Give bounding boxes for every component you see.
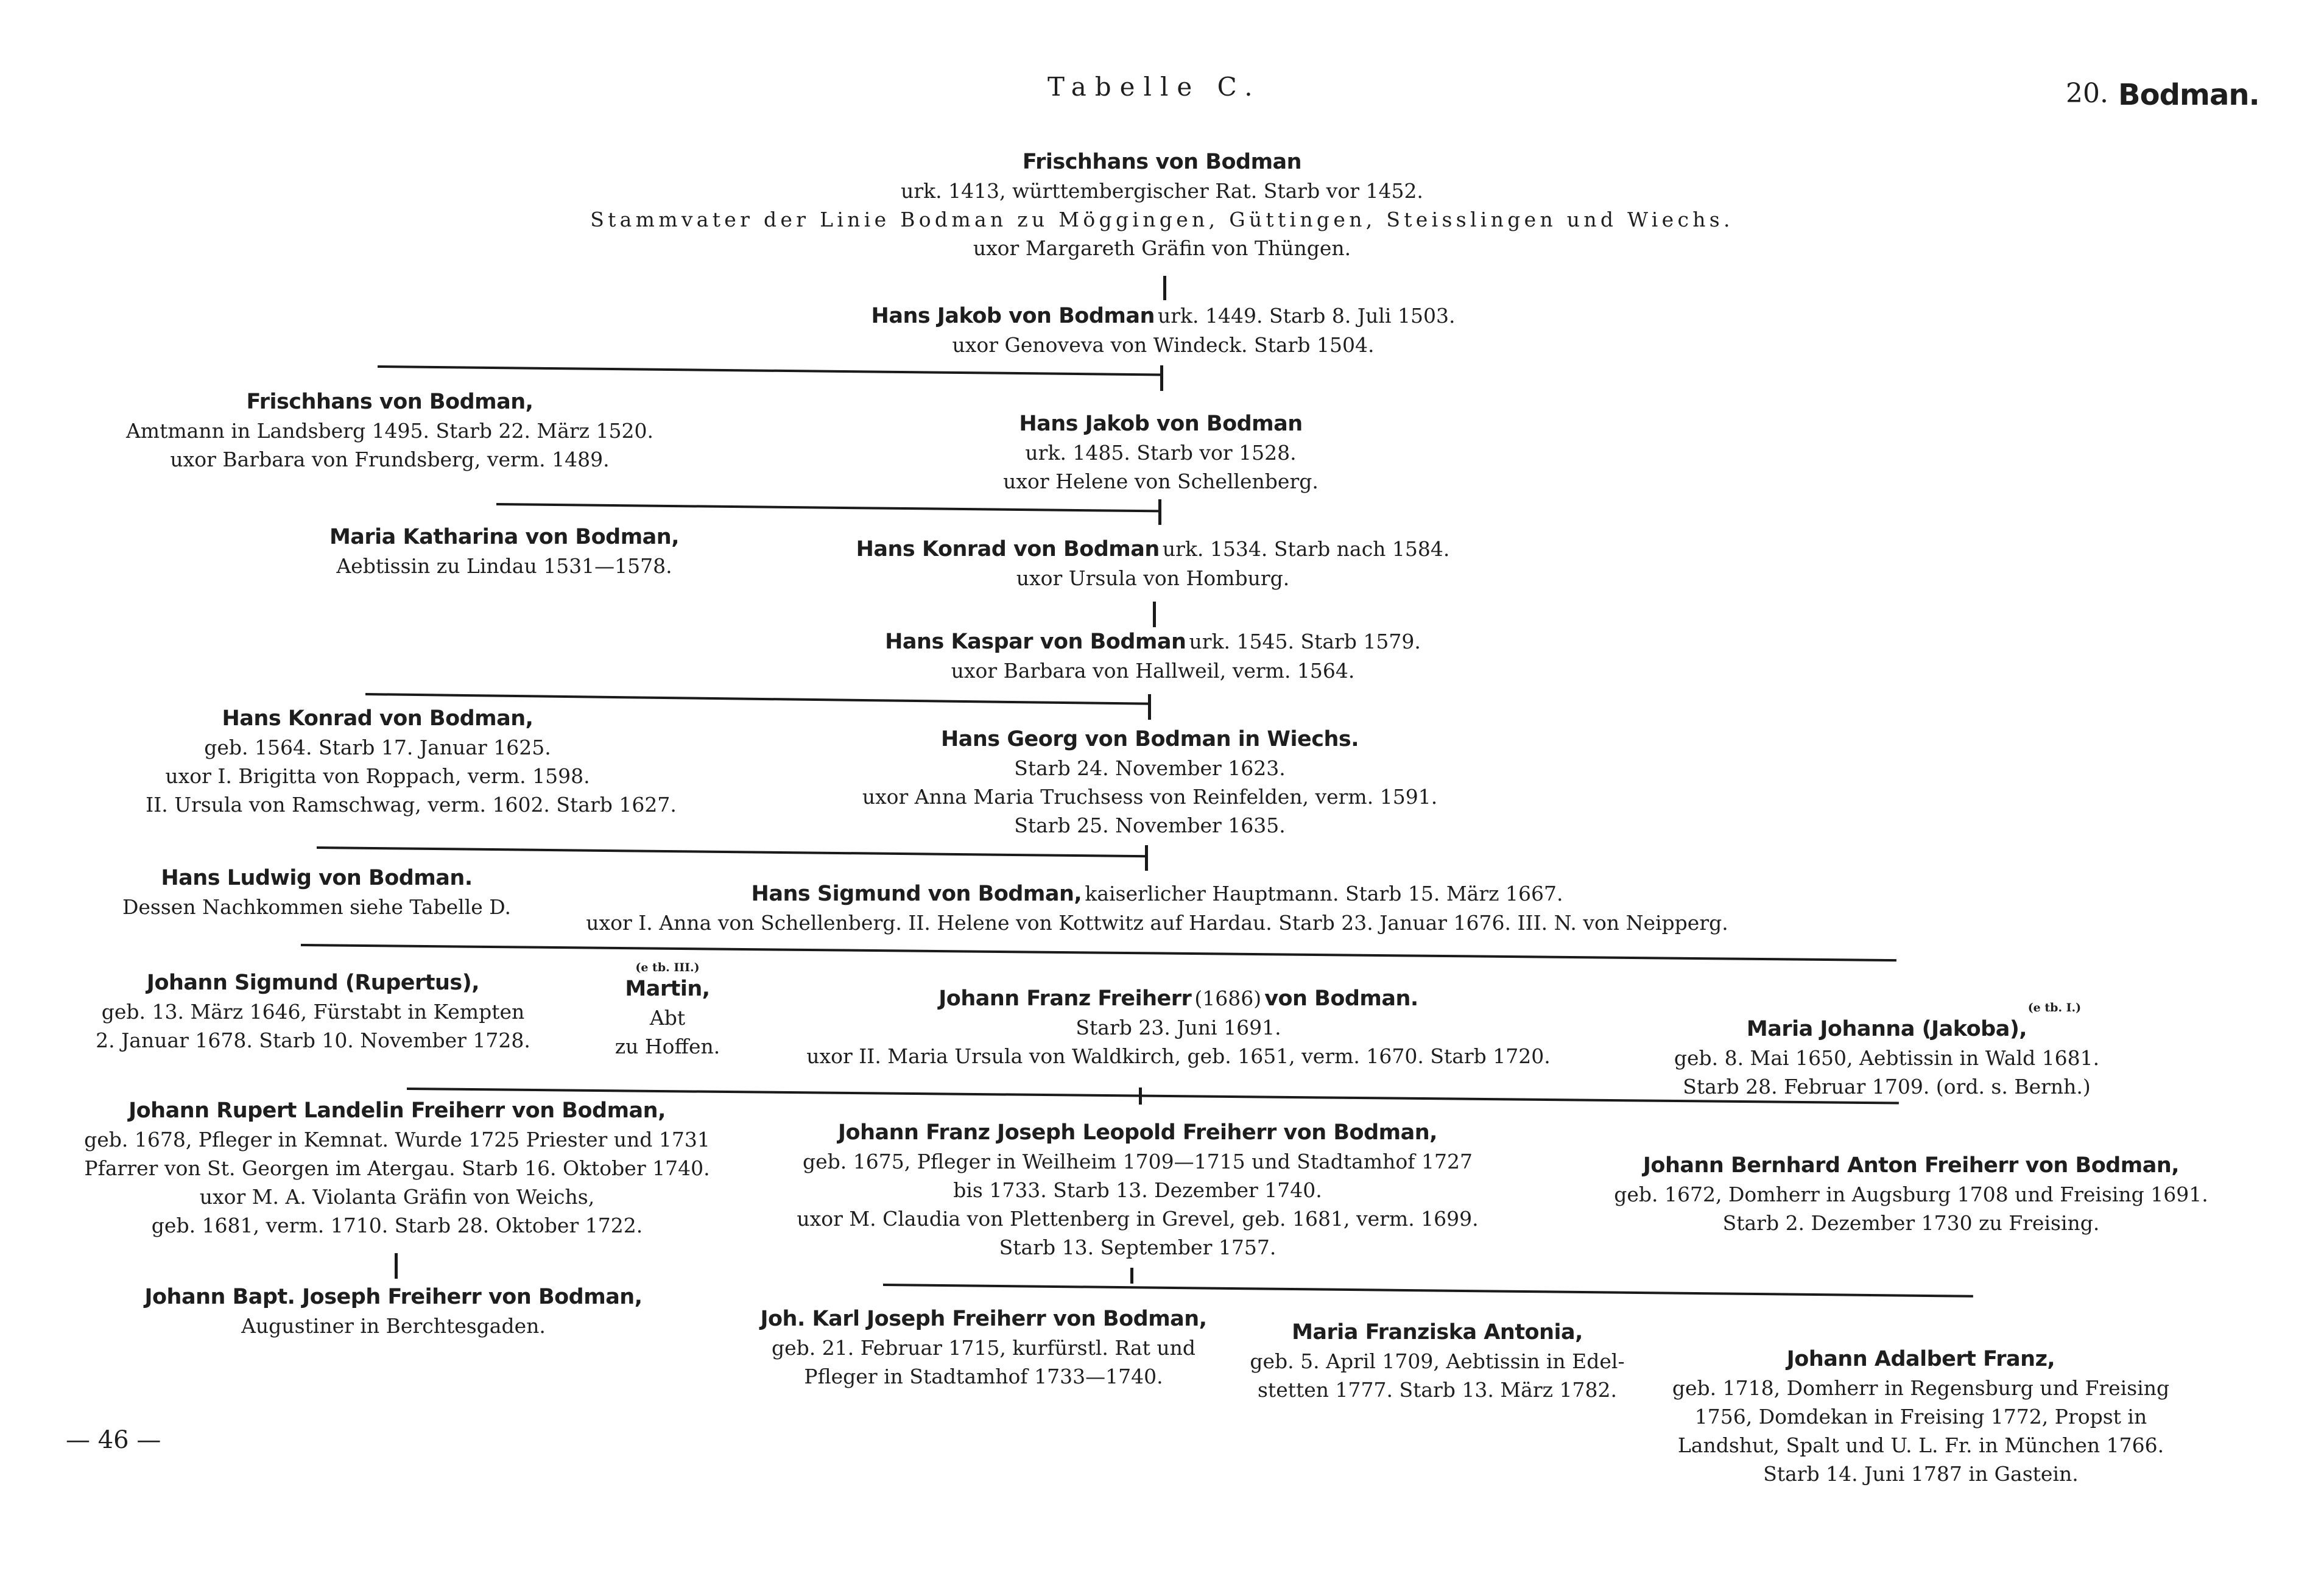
person-name: Hans Konrad von Bodman, <box>222 706 533 731</box>
person-spouse: uxor Margareth Gräfin von Thüngen. <box>973 236 1351 260</box>
person-johann-adalbert <box>1672 1344 2169 1488</box>
person-detail: Amtmann in Landsberg 1495. Starb 22. März 1520. <box>125 419 654 443</box>
person-detail: Starb 13. September 1757. <box>999 1235 1276 1259</box>
person-spouse: uxor M. Claudia von Plettenberg in Grevel, geb. 1681, verm. 1699. <box>797 1207 1479 1231</box>
person-name: Hans Kaspar von Bodman <box>885 630 1186 654</box>
person-spouse: uxor M. A. Violanta Gräfin von Weichs, <box>199 1185 595 1209</box>
person-detail: geb. 1564. Starb 17. Januar 1625. <box>204 736 551 759</box>
descent-line <box>1148 694 1151 720</box>
descent-line <box>1160 365 1163 391</box>
person-spouse: uxor Genoveva von Windeck. Starb 1504. <box>952 333 1375 357</box>
person-detail: Augustiner in Berchtesgaden. <box>241 1314 546 1338</box>
person-spouse: uxor Barbara von Hallweil, verm. 1564. <box>951 659 1355 683</box>
person-detail: urk. 1534. Starb nach 1584. <box>1162 537 1450 561</box>
descent-line <box>1163 276 1166 300</box>
person-name: Johann Bapt. Joseph Freiherr von Bodman, <box>144 1285 643 1309</box>
person-hans-kaspar <box>885 627 1421 685</box>
person-detail: geb. 1718, Domherr in Regensburg und Freising <box>1672 1376 2170 1400</box>
table-title: Tabelle C. <box>1048 72 1261 102</box>
descent-line <box>1130 1268 1133 1284</box>
person-spouse: uxor I. Anna von Schellenberg. II. Helene von Kottwitz auf Hardau. Starb 23. Januar 1676. III. N. von Neipperg. <box>586 911 1728 935</box>
person-hans-jakob-1449 <box>872 301 1456 359</box>
person-detail: Pfleger in Stadtamhof 1733—1740. <box>804 1365 1163 1388</box>
person-name: Hans Georg von Bodman in Wiechs. <box>940 727 1359 751</box>
person-spouse: uxor Helene von Schellenberg. <box>1003 469 1319 493</box>
person-detail: Starb 2. Dezember 1730 zu Freising. <box>1722 1211 2100 1235</box>
descent-line <box>1145 845 1148 871</box>
person-detail: geb. 1678, Pfleger in Kemnat. Wurde 1725 Priester und 1731 <box>84 1128 710 1151</box>
person-detail: geb. 8. Mai 1650, Aebtissin in Wald 1681. <box>1674 1046 2100 1070</box>
person-hans-ludwig <box>122 863 511 921</box>
person-detail: bis 1733. Starb 13. Dezember 1740. <box>953 1178 1322 1202</box>
descent-line <box>1153 602 1156 627</box>
descent-line <box>1158 499 1161 525</box>
person-detail: Starb 24. November 1623. <box>1014 756 1286 780</box>
person-name: Hans Jakob von Bodman <box>1019 412 1303 436</box>
person-detail: urk. 1413, württembergischer Rat. Starb vor 1452. <box>901 179 1423 203</box>
marriage-tag: (e tb. III.) <box>635 961 700 974</box>
person-maria-johanna <box>1674 1001 2099 1101</box>
person-detail: 2. Januar 1678. Starb 10. November 1728. <box>96 1028 530 1052</box>
person-name: Johann Sigmund (Rupertus), <box>146 971 480 995</box>
person-detail: urk. 1545. Starb 1579. <box>1189 630 1421 653</box>
sibling-line <box>317 846 1148 857</box>
person-detail: geb. 21. Februar 1715, kurfürstl. Rat und <box>771 1336 1196 1360</box>
person-detail: Landshut, Spalt und U. L. Fr. in München 1766. <box>1677 1433 2164 1457</box>
person-detail: Starb 28. Februar 1709. (ord. s. Bernh.) <box>1683 1075 2091 1098</box>
person-hans-georg <box>862 725 1437 840</box>
person-name: Johann Rupert Landelin Freiherr von Bodman, <box>129 1098 666 1123</box>
person-spouse: uxor II. Maria Ursula von Waldkirch, geb. 1651, verm. 1670. Starb 1720. <box>806 1044 1551 1068</box>
sibling-line <box>365 693 1151 705</box>
person-name: Hans Sigmund von Bodman, <box>751 882 1082 906</box>
person-name: Johann Adalbert Franz, <box>1786 1347 2055 1371</box>
person-johann-bernhard <box>1614 1151 2208 1237</box>
person-detail: kaiserlicher Hauptmann. Starb 15. März 1667. <box>1085 882 1563 905</box>
person-detail: geb. 1672, Domherr in Augsburg 1708 und Freising 1691. <box>1614 1183 2208 1206</box>
person-detail: urk. 1449. Starb 8. Juli 1503. <box>1158 304 1456 328</box>
person-name: Martin, <box>625 977 710 1001</box>
person-detail: (1686) <box>1194 986 1262 1010</box>
person-hans-konrad-1534 <box>856 535 1450 592</box>
person-name: Maria Katharina von Bodman, <box>329 525 680 549</box>
person-detail: Abt <box>649 1006 686 1030</box>
person-name: Johann Bernhard Anton Freiherr von Bodman, <box>1643 1153 2180 1178</box>
person-name: Joh. Karl Joseph Freiherr von Bodman, <box>760 1307 1207 1331</box>
person-joh-karl <box>760 1304 1206 1391</box>
descent-line <box>395 1253 398 1279</box>
person-detail: Starb 25. November 1635. <box>1014 814 1286 837</box>
person-hans-sigmund <box>586 879 1728 937</box>
person-spouse: uxor Barbara von Frundsberg, verm. 1489. <box>170 448 610 471</box>
person-frischhans-1413 <box>590 147 1734 262</box>
person-spouse: uxor Anna Maria Truchsess von Reinfelden, verm. 1591. <box>862 785 1438 809</box>
person-name: Maria Franziska Antonia, <box>1292 1320 1583 1344</box>
person-maria-katharina <box>329 522 679 580</box>
person-detail: geb. 5. April 1709, Aebtissin in Edel- <box>1250 1349 1625 1373</box>
sibling-line <box>883 1284 1973 1298</box>
person-detail: Pfarrer von St. Georgen im Atergau. Starb 16. Oktober 1740. <box>84 1156 710 1180</box>
person-detail: zu Hoffen. <box>614 1035 720 1058</box>
person-detail: urk. 1485. Starb vor 1528. <box>1025 441 1297 465</box>
person-hans-konrad-1564 <box>79 704 677 819</box>
person-name: Hans Ludwig von Bodman. <box>161 866 473 890</box>
person-frischhans-1495 <box>126 387 653 474</box>
person-hans-jakob-1485 <box>1003 409 1319 496</box>
page-ref-number: 20. <box>2066 78 2108 109</box>
person-johann-franz-joseph <box>797 1118 1478 1262</box>
person-name: Johann Franz Freiherr <box>938 986 1192 1011</box>
sibling-line <box>378 365 1163 376</box>
descent-line <box>1139 1088 1142 1105</box>
person-martin <box>615 961 720 1061</box>
person-name: Maria Johanna (Jakoba), <box>1746 1017 2027 1041</box>
person-name: Johann Franz Joseph Leopold Freiherr von Bodman, <box>838 1120 1437 1145</box>
person-detail: stetten 1777. Starb 13. März 1782. <box>1258 1378 1617 1402</box>
person-spouse: uxor Ursula von Homburg. <box>1016 566 1290 590</box>
person-detail: Dessen Nachkommen siehe Tabelle D. <box>122 895 512 919</box>
person-johann-rupert <box>84 1096 710 1240</box>
person-detail: Aebtissin zu Lindau 1531—1578. <box>336 554 672 578</box>
person-johann-sigmund <box>96 968 530 1055</box>
person-spouse: uxor I. Brigitta von Roppach, verm. 1598. <box>165 764 590 788</box>
person-detail: Starb 23. Juni 1691. <box>1076 1016 1281 1039</box>
person-detail: Stammvater der Linie Bodman zu Möggingen, Güttingen, Steisslingen und Wiechs. <box>590 208 1734 231</box>
person-maria-franziska <box>1250 1318 1624 1404</box>
person-spouse: geb. 1681, verm. 1710. Starb 28. Oktober 1722. <box>151 1214 643 1237</box>
person-name: Hans Konrad von Bodman <box>856 537 1160 561</box>
person-johann-franz <box>806 984 1551 1070</box>
person-name: Hans Jakob von Bodman <box>871 304 1155 328</box>
family-name: Bodman. <box>2118 78 2259 112</box>
person-name: Frischhans von Bodman, <box>246 390 533 414</box>
person-detail: 1756, Domdekan in Freising 1772, Propst in <box>1694 1405 2147 1429</box>
sibling-line <box>301 944 1896 961</box>
sibling-line <box>496 503 1161 512</box>
page-number: — 46 — <box>66 1426 161 1454</box>
person-spouse: II. Ursula von Ramschwag, verm. 1602. Starb 1627. <box>146 793 677 817</box>
person-name: Frischhans von Bodman <box>1022 150 1302 174</box>
marriage-tag: (e tb. I.) <box>2027 1001 2082 1014</box>
person-detail: geb. 1675, Pfleger in Weilheim 1709—1715 und Stadtamhof 1727 <box>803 1150 1473 1173</box>
person-detail: geb. 13. März 1646, Fürstabt in Kempten <box>101 1000 525 1024</box>
person-johann-bapt <box>144 1282 642 1340</box>
person-name: von Bodman. <box>1264 986 1418 1011</box>
person-detail: Starb 14. Juni 1787 in Gastein. <box>1763 1462 2079 1486</box>
